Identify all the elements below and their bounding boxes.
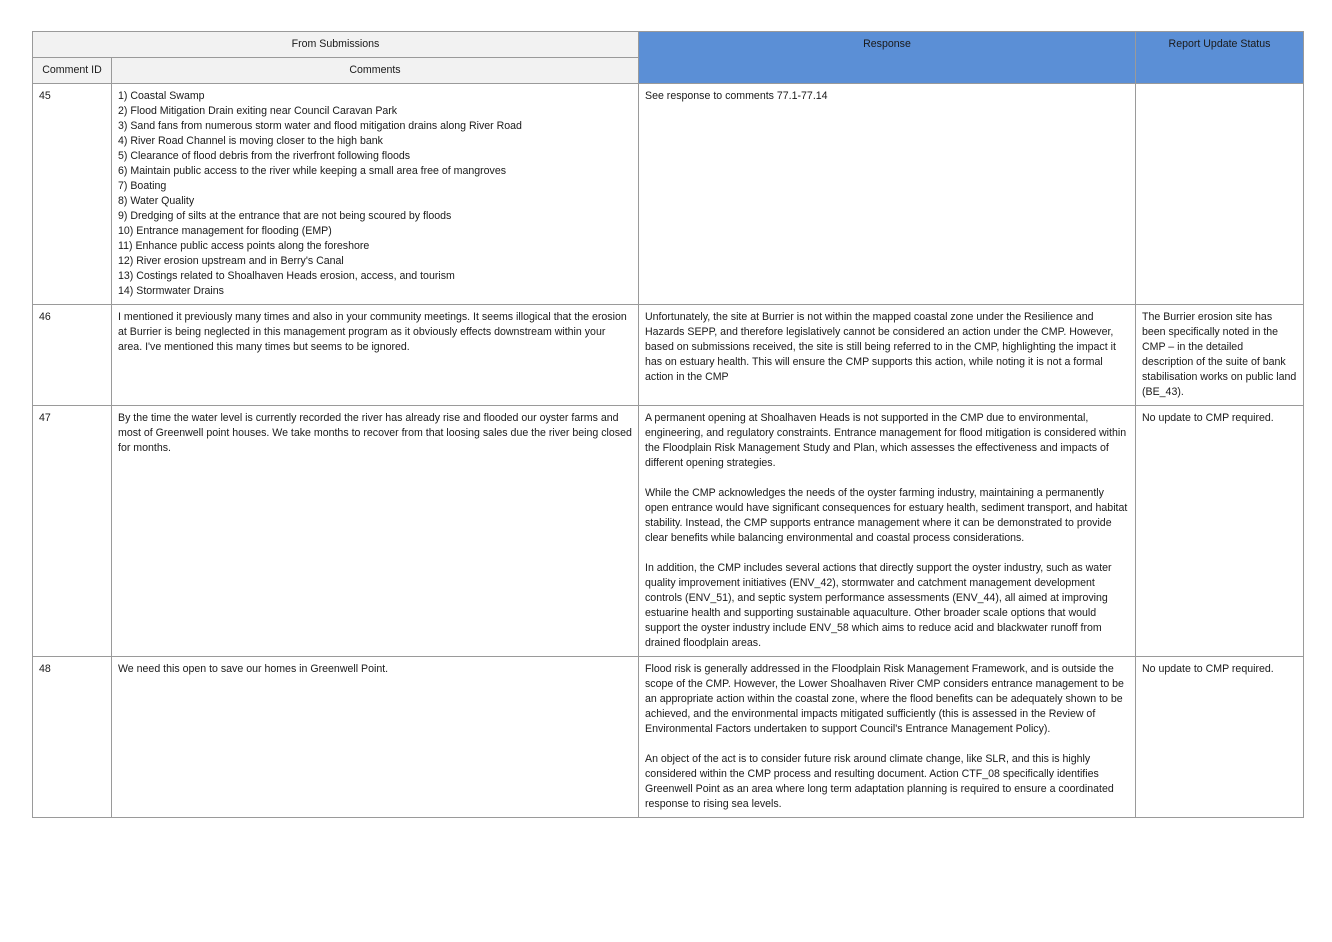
table-row [33, 305, 1304, 406]
status-cell [1136, 84, 1304, 305]
from-submissions-header: From Submissions [33, 32, 639, 58]
list-item: 13) Costings related to Shoalhaven Heads erosion, access, and tourism [118, 270, 455, 282]
table-row [33, 406, 1304, 657]
list-item: 3) Sand fans from numerous storm water and flood mitigation drains along River Road [118, 120, 522, 132]
response-paragraph: While the CMP acknowledges the needs of the oyster farming industry, maintaining a permanently open entrance would have significant consequences for estuary health, sediment transport, and habitat stability. Instead, the CMP supports entrance management where it can be demonstrated to provide clear benefits while balancing environmental and coastal process considerations. [645, 487, 1128, 544]
list-item: 4) River Road Channel is moving closer to the high bank [118, 135, 383, 147]
status-cell: No update to CMP required. [1136, 657, 1304, 818]
comment-id-cell: 46 [33, 305, 112, 406]
comment-id-cell: 45 [33, 84, 112, 305]
comments-cell [112, 305, 639, 406]
comments-header: Comments [112, 58, 639, 84]
comment-paragraph: I mentioned it previously many times and also in your community meetings. It seems illogical that the erosion at Burrier is being neglected in this management program as it obviously effects downstream within your area. I've mentioned this many times but seems to be ignored. [118, 311, 627, 353]
response-paragraph: A permanent opening at Shoalhaven Heads is not supported in the CMP due to environmental, engineering, and regulatory constraints. Entrance management for flood mitigation is considered within the Floodplain Risk Management Study and Plan, which assesses the effectiveness and impacts of different opening strategies. [645, 412, 1127, 469]
list-item: 9) Dredging of silts at the entrance that are not being scoured by floods [118, 210, 452, 222]
table-row [33, 84, 1304, 305]
list-item: 6) Maintain public access to the river while keeping a small area free of mangroves [118, 165, 507, 177]
comment-id-cell: 47 [33, 406, 112, 657]
table-row [33, 657, 1304, 818]
comment-id-header: Comment ID [33, 58, 112, 84]
response-paragraph: Flood risk is generally addressed in the Floodplain Risk Management Framework, and is outside the scope of the CMP. However, the Lower Shoalhaven River CMP considers entrance management to be an appropriate action within the coastal zone, where the flood benefits can be adequately shown to be achieved, and the environmental impacts mitigated sufficiently (this is assessed in the Review of Environmental Factors undertaken to support Council's Entrance Management Policy). [645, 663, 1124, 735]
comments-cell [112, 657, 639, 818]
list-item: 5) Clearance of flood debris from the riverfront following floods [118, 150, 411, 162]
comments-cell [112, 406, 639, 657]
response-header: Response [639, 32, 1136, 84]
list-item: 8) Water Quality [118, 195, 195, 207]
response-paragraph: An object of the act is to consider future risk around climate change, like SLR, and this is highly considered within the CMP process and resulting document. Action CTF_08 specifically identifies Greenwell Point as an area where long term adaptation planning is required to ensure a coordinated response to rising sea levels. [645, 753, 1114, 810]
list-item: 14) Stormwater Drains [118, 285, 224, 297]
header-row-group [33, 32, 1304, 58]
response-cell [639, 305, 1136, 406]
list-item: 11) Enhance public access points along the foreshore [118, 240, 370, 252]
list-item: 1) Coastal Swamp [118, 90, 205, 102]
response-cell [639, 84, 1136, 305]
report-update-status-header: Report Update Status [1136, 32, 1304, 84]
list-item: 7) Boating [118, 180, 167, 192]
comment-paragraph: We need this open to save our homes in Greenwell Point. [118, 663, 389, 675]
list-item: 12) River erosion upstream and in Berry's Canal [118, 255, 344, 267]
response-paragraph: In addition, the CMP includes several actions that directly support the oyster industry, such as water quality improvement initiatives (ENV_42), stormwater and catchment management development controls (ENV_51), and septic system performance assessments (ENV_44), all aimed at improving estuarine health and supporting sustainable aquaculture. Other broader scale options that would support the oyster industry include ENV_58 which aims to reduce acid and blackwater runoff from drained floodplain areas. [645, 562, 1112, 649]
comment-id-cell: 48 [33, 657, 112, 818]
response-cell [639, 657, 1136, 818]
status-cell: The Burrier erosion site has been specifically noted in the CMP – in the detailed description of the suite of bank stabilisation works on public land (BE_43). [1136, 305, 1304, 406]
response-paragraph: See response to comments 77.1-77.14 [645, 90, 828, 102]
comments-cell [112, 84, 639, 305]
status-cell: No update to CMP required. [1136, 406, 1304, 657]
response-cell [639, 406, 1136, 657]
list-item: 2) Flood Mitigation Drain exiting near Council Caravan Park [118, 105, 398, 117]
comment-paragraph: By the time the water level is currently recorded the river has already rise and flooded our oyster farms and most of Greenwell point houses. We take months to recover from that loosing sales due the river being closed for months. [118, 412, 632, 454]
list-item: 10) Entrance management for flooding (EMP) [118, 225, 332, 237]
submissions-table [32, 31, 1304, 818]
response-paragraph: Unfortunately, the site at Burrier is not within the mapped coastal zone under the Resilience and Hazards SEPP, and therefore legislatively cannot be considered an action under the CMP. However, based on submissions received, the site is still being referred to in the CMP, highlighting the impact it has on estuary health. This will ensure the CMP supports this action, while noting it is not a formal action in the CMP [645, 311, 1116, 383]
